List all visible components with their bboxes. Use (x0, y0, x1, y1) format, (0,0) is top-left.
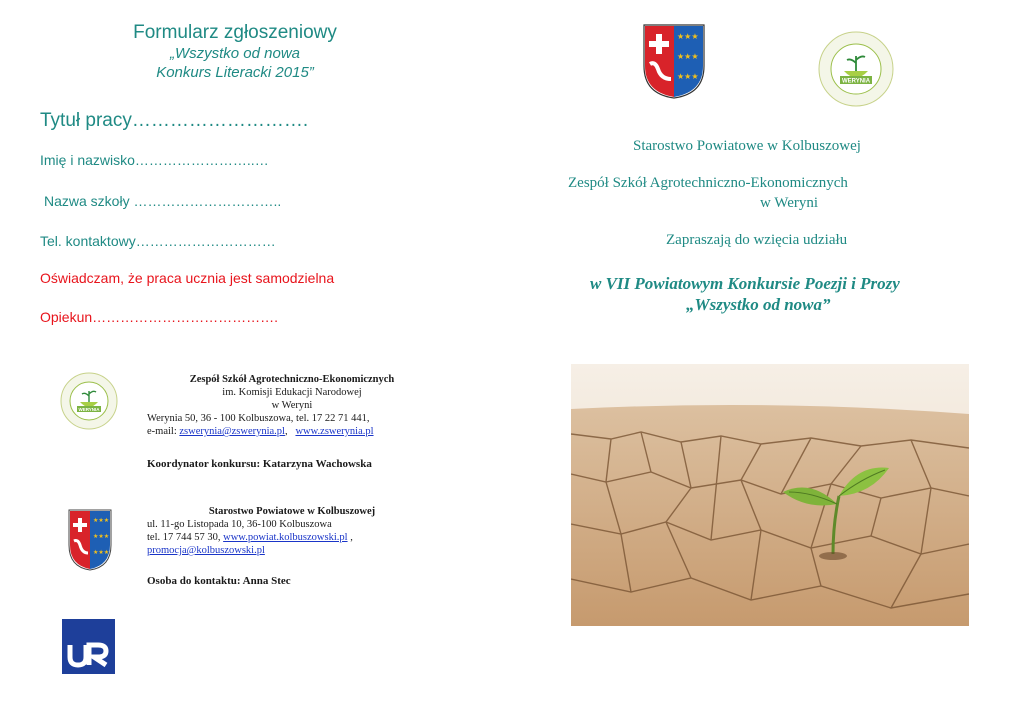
school-contact-place: w Weryni (271, 400, 313, 411)
svg-text:★★★: ★★★ (677, 72, 699, 81)
school-website-link[interactable]: www.zswerynia.pl (295, 426, 374, 437)
school-contact-address: Werynia 50, 36 - 100 Kolbuszowa, tel. 17 22 71 441, (147, 413, 370, 424)
school-badge-icon (60, 372, 118, 430)
university-logo-icon (62, 619, 115, 674)
school-contact-patron: im. Komisji Edukacji Narodowej (222, 387, 362, 398)
invitation-starostwo: Starostwo Powiatowe w Kolbuszowej (633, 138, 861, 154)
starostwo-contact-address: ul. 11-go Listopada 10, 36-100 Kolbuszowa (147, 519, 332, 530)
starostwo-website-link[interactable]: www.powiat.kolbuszowski.pl (223, 532, 348, 543)
svg-text:★★★: ★★★ (677, 52, 699, 61)
starostwo-email-link[interactable]: promocja@kolbuszowski.pl (147, 545, 265, 556)
separator: , (284, 426, 288, 437)
name-field: Imię i nazwisko……………………..… (40, 152, 269, 168)
invitation-text: Zapraszają do wzięcia udziału (666, 232, 848, 248)
phone-field: Tel. kontaktowy………………………… (40, 233, 276, 249)
form-title: Formularz zgłoszeniowy (133, 22, 337, 43)
coat-of-arms-small-icon (68, 509, 112, 571)
svg-text:★★★: ★★★ (93, 549, 110, 556)
coordinator: Koordynator konkursu: Katarzyna Wachowska (147, 458, 372, 470)
svg-text:★★★: ★★★ (93, 517, 110, 524)
starostwo-contact-phone-line (147, 531, 437, 544)
starostwo-contact-block (147, 505, 437, 557)
school-badge-large-icon (818, 31, 894, 107)
svg-text:WERYNIA: WERYNIA (841, 78, 871, 85)
school-contact-online (147, 425, 437, 438)
school-email-link[interactable]: zswerynia@zswerynia.pl (179, 426, 285, 437)
school-contact-block (147, 373, 437, 438)
contest-title-line2: „Wszystko od nowa” (686, 295, 831, 314)
form-subtitle-line1: „Wszystko od nowa (169, 45, 301, 62)
svg-text:★★★: ★★★ (93, 533, 110, 540)
school-name-field: Nazwa szkoły ………………………….. (44, 193, 282, 209)
originality-statement: Oświadczam, że praca ucznia jest samodzielna (40, 270, 335, 286)
work-title-field: Tytuł pracy………………………. (40, 110, 309, 131)
invitation-school-line2: w Weryni (760, 195, 819, 211)
starostwo-phone: tel. 17 744 57 30, (147, 532, 221, 543)
contact-person: Osoba do kontaktu: Anna Stec (147, 575, 291, 587)
school-contact-name: Zespół Szkół Agrotechniczno-Ekonomicznych (189, 374, 395, 385)
svg-text:WERYNIA: WERYNIA (78, 407, 100, 412)
supervisor-field: Opiekun…………………………………. (40, 309, 279, 325)
cracked-earth-sprout-image (571, 364, 969, 626)
email-label: e-mail: (147, 426, 177, 437)
coat-of-arms-icon (643, 24, 705, 99)
svg-text:★★★: ★★★ (677, 32, 699, 41)
form-subtitle-line2: Konkurs Literacki 2015” (156, 64, 314, 81)
starostwo-contact-name: Starostwo Powiatowe w Kolbuszowej (208, 506, 376, 517)
starostwo-website-suffix: , (350, 532, 353, 543)
contest-title-line1: w VII Powiatowym Konkursie Poezji i Prozy (590, 274, 900, 293)
invitation-school-line1: Zespół Szkół Agrotechniczno-Ekonomicznych (568, 175, 848, 191)
